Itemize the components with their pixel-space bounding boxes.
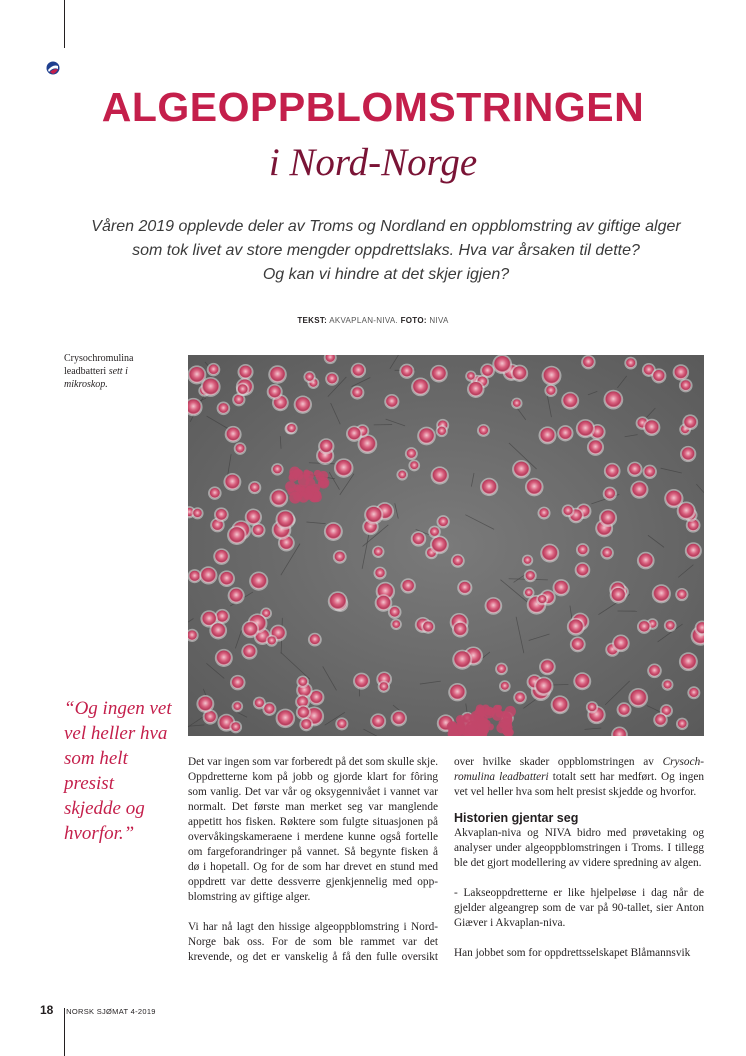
- algae-cells-image: [188, 355, 704, 736]
- caption-line: Crysochromulina: [64, 353, 134, 364]
- byline-photo-value: NIVA: [429, 316, 449, 325]
- body-line: [454, 770, 704, 785]
- body-line: gjelder algeangrep som de var på 90-tallet, sier Anton: [454, 902, 704, 914]
- body-line: dø i hopetall. Og for de som har drevet en stund med: [188, 861, 438, 873]
- byline-text-value: AKVAPLAN-NIVA.: [329, 316, 399, 325]
- body-paragraph: [454, 946, 704, 961]
- body-line: normalt. Det første man merket seg var manglende: [188, 801, 438, 813]
- body-line: Oppdretterne kom på jobb og gjorde klart for fôring: [188, 771, 438, 783]
- body-column-1: [188, 755, 438, 965]
- body-line: Vi har nå lagt den hissige algeoppblomstring i Nord-: [188, 921, 438, 933]
- page-number: 18: [40, 1003, 54, 1017]
- byline-text-label: TEKST:: [297, 316, 328, 325]
- caption-line: [64, 365, 164, 378]
- body-line: Han jobbet som for oppdrettsselskapet Blåmannsvik: [454, 947, 691, 959]
- lead-line: Våren 2019 opplevde deler av Troms og Nordland en oppblomstring av giftige alger: [91, 218, 681, 235]
- caption-species: leadbatteri: [64, 366, 107, 377]
- pull-quote-line: skjedde og: [64, 798, 145, 819]
- species-name: Crysoch-: [662, 756, 704, 768]
- article-title: ALGEOPPBLOMSTRINGEN: [101, 84, 645, 130]
- body-paragraph: [454, 886, 704, 931]
- species-name: romulina leadbatteri: [454, 771, 549, 783]
- pull-quote-line: hvorfor.”: [64, 823, 135, 844]
- lead-paragraph: [70, 215, 702, 287]
- caption-line: mikroskop.: [64, 379, 108, 390]
- body-line: ble det gjort modellering av videre spredning av algen.: [454, 857, 702, 869]
- body-line: Giæver i Akvaplan-niva.: [454, 917, 566, 929]
- lead-line: Og kan vi hindre at det skjer igjen?: [262, 266, 510, 283]
- body-paragraph: [454, 826, 704, 871]
- microscope-photo: [188, 355, 704, 736]
- body-line: krevende, og det er vanskelig å få den fulle oversikt: [188, 951, 438, 963]
- body-line: oppdrett var dette dessverre gjenkjennelig med opp-: [188, 876, 438, 888]
- body-paragraph: [188, 920, 438, 965]
- body-line: vet vel heller hva som helt presist skjedde og hvorfor.: [454, 786, 697, 798]
- pull-quote-line: som helt presist: [64, 748, 128, 794]
- body-line: overvåkingskameraene i merdene kunne også fortelle: [188, 831, 438, 843]
- body-paragraph: [454, 755, 704, 800]
- body-column-2: [454, 755, 704, 961]
- magazine-logo-icon: [46, 61, 60, 75]
- magazine-issue: NORSK SJØMAT 4-2019: [66, 1007, 156, 1016]
- body-line: blomstring av giftige alger.: [188, 891, 311, 903]
- body-line: - Lakseoppdretterne er like hjelpeløse i dag når de: [454, 887, 704, 899]
- body-line: [454, 755, 704, 770]
- page-footer: [40, 1003, 156, 1017]
- lead-line: som tok livet av store mengder oppdrettslaks. Hva var årsaken til dette?: [132, 242, 640, 259]
- byline-photo-label: FOTO:: [400, 316, 427, 325]
- photo-caption: [64, 352, 164, 391]
- pull-quote-line: vel heller hva: [64, 723, 168, 744]
- body-paragraph: [188, 755, 438, 905]
- body-text: totalt sett har medført. Og ingen: [552, 771, 705, 783]
- body-line: som vanlig. Det var vår og oksygennivået i vannet var: [188, 786, 438, 798]
- top-rule: [64, 0, 65, 48]
- caption-italic: sett i: [108, 366, 128, 377]
- article-subtitle: i Nord-Norge: [268, 141, 478, 184]
- body-line: Det var ingen som var forberedt på det som skulle skje.: [188, 756, 439, 768]
- pull-quote-line: “Og ingen vet: [64, 698, 172, 719]
- body-line: appetitt hos fisken. Røktere som fulgte situasjonen på: [188, 816, 438, 828]
- byline: [0, 316, 746, 325]
- body-line: analyser under algeoppblomstringen i Troms. I tillegg: [454, 842, 704, 854]
- body-line: Akvaplan-niva og NIVA bidro med prøvetaking og: [454, 827, 704, 839]
- pull-quote: [64, 696, 174, 846]
- section-heading: Historien gjentar seg: [454, 811, 579, 825]
- body-line: Norge bak oss. For de som ble rammet var det: [188, 936, 438, 948]
- body-text: over hvilke skader oppblomstringen av: [454, 756, 654, 768]
- body-line: om fargeforandringer på vannet. Så begynte fisken å: [188, 846, 438, 858]
